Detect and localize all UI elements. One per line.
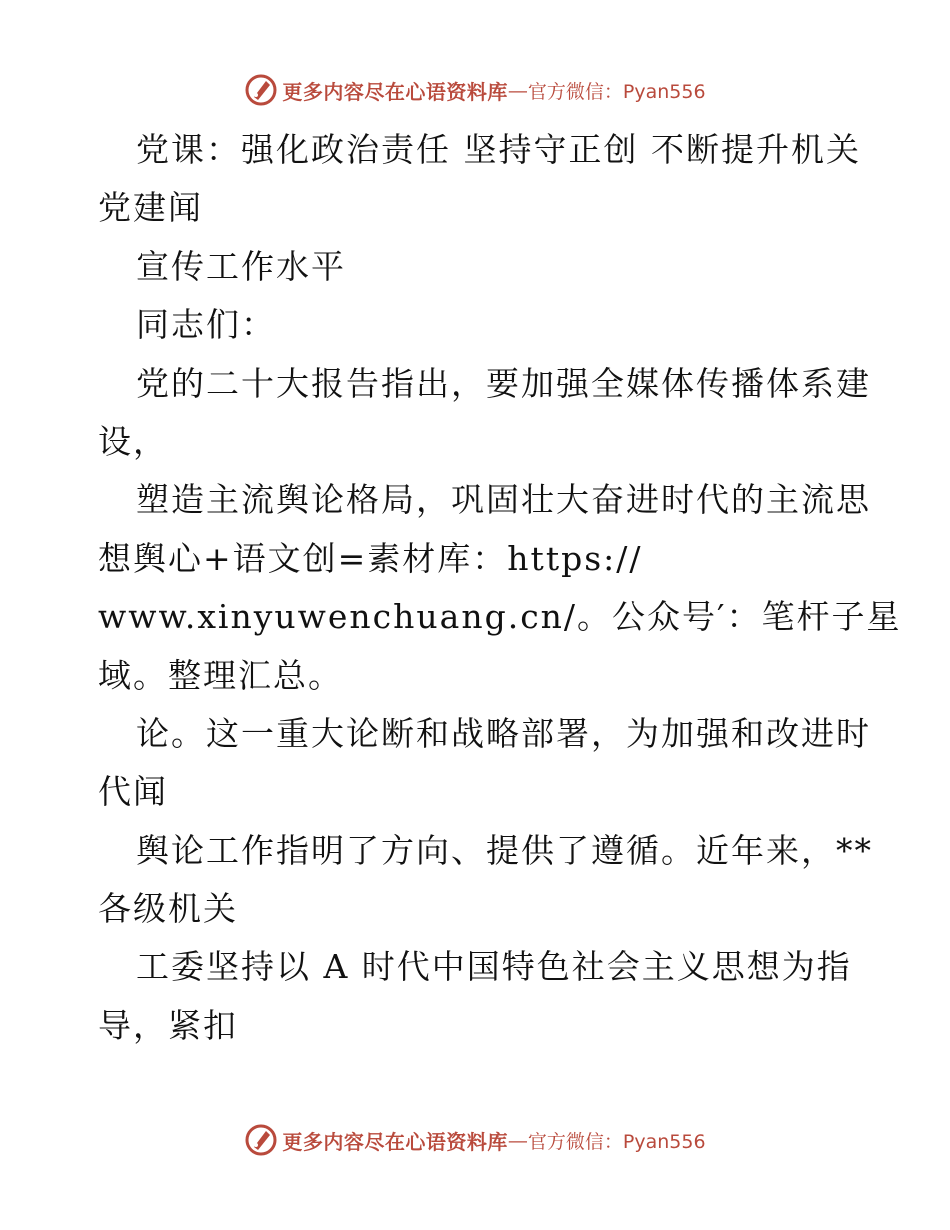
header-banner-wechat: 官方微信：Pyan556 bbox=[527, 80, 706, 103]
body-line: 宣传工作水平 bbox=[136, 246, 346, 286]
header-banner-text: 更多内容尽在心语资料库 bbox=[282, 79, 508, 104]
document-body bbox=[98, 121, 902, 1055]
body-line: 党课：强化政治责任 坚持守正创 不断提升机关 bbox=[136, 130, 861, 169]
body-line: 代闻 bbox=[98, 772, 168, 812]
header-banner-dash: — bbox=[507, 78, 528, 102]
footer-banner-text: 更多内容尽在心语资料库 bbox=[282, 1129, 508, 1154]
body-line: 党的二十大报告指出，要加强全媒体传播体系建 bbox=[136, 363, 871, 403]
body-line: www.xinyuwenchuang.cn/。公众号′：笔杆子星 bbox=[98, 597, 902, 637]
body-line: 设， bbox=[98, 421, 168, 461]
body-line: 党建闻 bbox=[98, 188, 203, 228]
body-line: 各级机关 bbox=[98, 889, 238, 929]
header-banner bbox=[0, 68, 950, 112]
body-line: 舆论工作指明了方向、提供了遵循。近年来，** bbox=[136, 830, 873, 870]
footer-banner bbox=[0, 1118, 950, 1162]
body-line: 塑造主流舆论格局，巩固壮大奋进时代的主流思 bbox=[136, 480, 871, 520]
body-line: 同志们： bbox=[136, 305, 276, 345]
body-line: 工委坚持以 A 时代中国特色社会主义思想为指 bbox=[136, 947, 852, 987]
body-line: 想舆心+语文创=素材库：https:// bbox=[98, 538, 643, 578]
footer-banner-wechat: 官方微信：Pyan556 bbox=[527, 1130, 706, 1153]
footer-banner-dash: — bbox=[507, 1128, 528, 1152]
body-line: 论。这一重大论断和战略部署，为加强和改进时 bbox=[136, 713, 871, 753]
pen-logo-icon bbox=[244, 73, 278, 107]
body-line: 导，紧扣 bbox=[98, 1005, 238, 1045]
pen-logo-icon bbox=[244, 1123, 278, 1157]
body-line: 域。整理汇总。 bbox=[98, 655, 343, 695]
